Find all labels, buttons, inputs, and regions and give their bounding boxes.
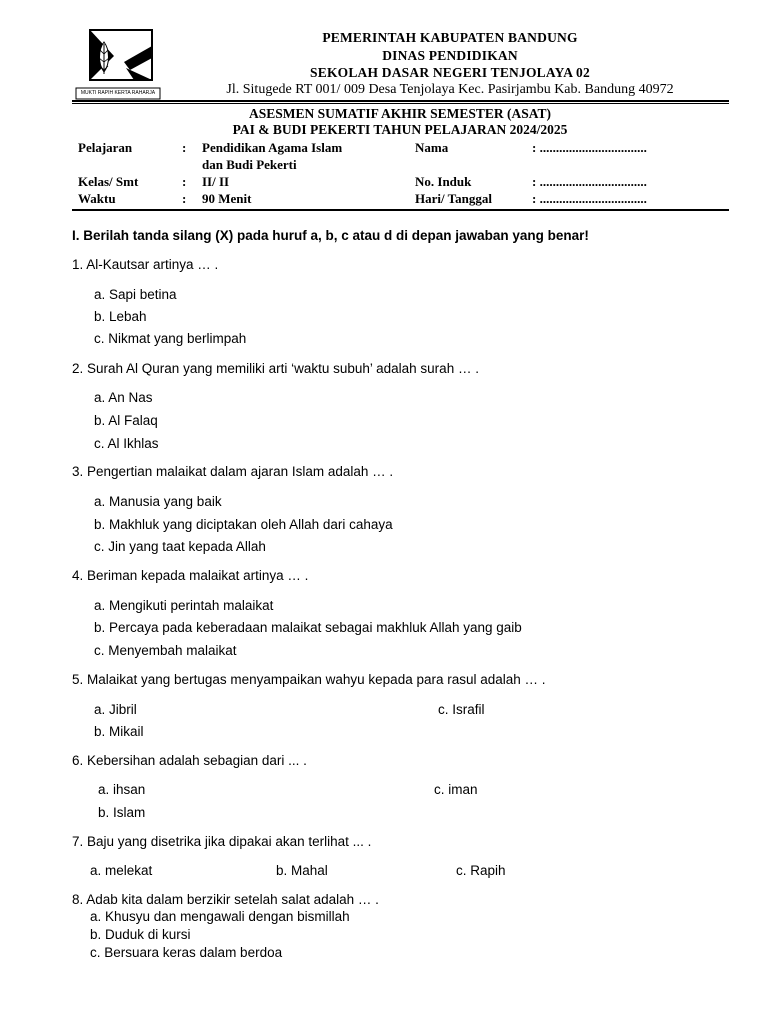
q1-option-a[interactable]: a. Sapi betina [94,287,177,302]
induk-field[interactable]: : ................................. [532,174,647,189]
q3-option-c[interactable]: c. Jin yang taat kepada Allah [94,539,266,554]
q1-option-b[interactable]: b. Lebah [94,309,147,324]
pelajaran-value: Pendidikan Agama Islam [202,140,343,155]
q6-option-b[interactable]: b. Islam [98,805,146,820]
q5-option-a[interactable]: a. Jibril [94,702,137,717]
exam-subtitle: PAI & BUDI PEKERTI TAHUN PELAJARAN 2024/2025 [232,122,568,137]
induk-label: No. Induk [415,174,472,189]
q2-option-b[interactable]: b. Al Falaq [94,413,158,428]
pelajaran-colon: : [182,140,187,155]
question-8: 8. Adab kita dalam berzikir setelah salat adalah … . [72,892,379,907]
header-divider [72,100,729,102]
pelajaran-label: Pelajaran [78,140,133,155]
waktu-value: 90 Menit [202,191,252,206]
q7-option-b[interactable]: b. Mahal [276,863,328,878]
waktu-label: Waktu [78,191,116,206]
q8-option-c[interactable]: c. Bersuara keras dalam berdoa [90,945,283,960]
logo-motto: MUKTI RAPIH KERTA RAHARJA [80,90,156,96]
kelas-value: II/ II [202,174,230,189]
header-school: SEKOLAH DASAR NEGERI TENJOLAYA 02 [310,65,590,80]
q2-option-c[interactable]: c. Al Ikhlas [94,436,159,451]
header-divider-thin [72,103,729,104]
q3-option-a[interactable]: a. Manusia yang baik [94,494,222,509]
q4-option-b[interactable]: b. Percaya pada keberadaan malaikat sebagai makhluk Allah yang gaib [94,620,522,635]
q4-option-a[interactable]: a. Mengikuti perintah malaikat [94,598,274,613]
question-1: 1. Al-Kautsar artinya … . [72,257,219,272]
info-divider [72,209,729,211]
q6-option-a[interactable]: a. ihsan [98,782,146,797]
hari-tanggal-field[interactable]: : ................................. [532,191,647,206]
school-district-logo [74,28,162,102]
nama-label: Nama [415,140,449,155]
q4-option-c[interactable]: c. Menyembah malaikat [94,643,237,658]
pelajaran-value-cont: dan Budi Pekerti [202,157,297,172]
question-6: 6. Kebersihan adalah sebagian dari ... . [72,753,307,768]
q7-option-c[interactable]: c. Rapih [456,863,506,878]
section-instruction: I. Berilah tanda silang (X) pada huruf a, b, c atau d di depan jawaban yang benar! [72,228,589,243]
header-address: Jl. Situgede RT 001/ 009 Desa Tenjolaya Kec. Pasirjambu Kab. Bandung 40972 [226,82,674,97]
kelas-colon: : [182,174,187,189]
q3-option-b[interactable]: b. Makhluk yang diciptakan oleh Allah dari cahaya [94,517,393,532]
header-department: DINAS PENDIDIKAN [382,48,518,63]
q2-option-a[interactable]: a. An Nas [94,390,153,405]
q6-option-c[interactable]: c. iman [434,782,478,797]
q5-option-c[interactable]: c. Israfil [438,702,485,717]
exam-title: ASESMEN SUMATIF AKHIR SEMESTER (ASAT) [248,106,552,121]
q7-option-a[interactable]: a. melekat [90,863,153,878]
question-3: 3. Pengertian malaikat dalam ajaran Islam adalah … . [72,464,394,479]
kelas-label: Kelas/ Smt [78,174,139,189]
q8-option-a[interactable]: a. Khusyu dan mengawali dengan bismillah [90,909,350,924]
question-2: 2. Surah Al Quran yang memiliki arti ‘waktu subuh’ adalah surah … . [72,361,479,376]
waktu-colon: : [182,191,187,206]
q5-option-b[interactable]: b. Mikail [94,724,144,739]
q1-option-c[interactable]: c. Nikmat yang berlimpah [94,331,247,346]
q8-option-b[interactable]: b. Duduk di kursi [90,927,191,942]
question-4: 4. Beriman kepada malaikat artinya … . [72,568,309,583]
question-5: 5. Malaikat yang bertugas menyampaikan wahyu kepada para rasul adalah … . [72,672,546,687]
question-7: 7. Baju yang disetrika jika dipakai akan terlihat ... . [72,834,372,849]
nama-field[interactable]: : ................................. [532,140,647,155]
hari-tanggal-label: Hari/ Tanggal [415,191,492,206]
header-government: PEMERINTAH KABUPATEN BANDUNG [322,30,578,45]
